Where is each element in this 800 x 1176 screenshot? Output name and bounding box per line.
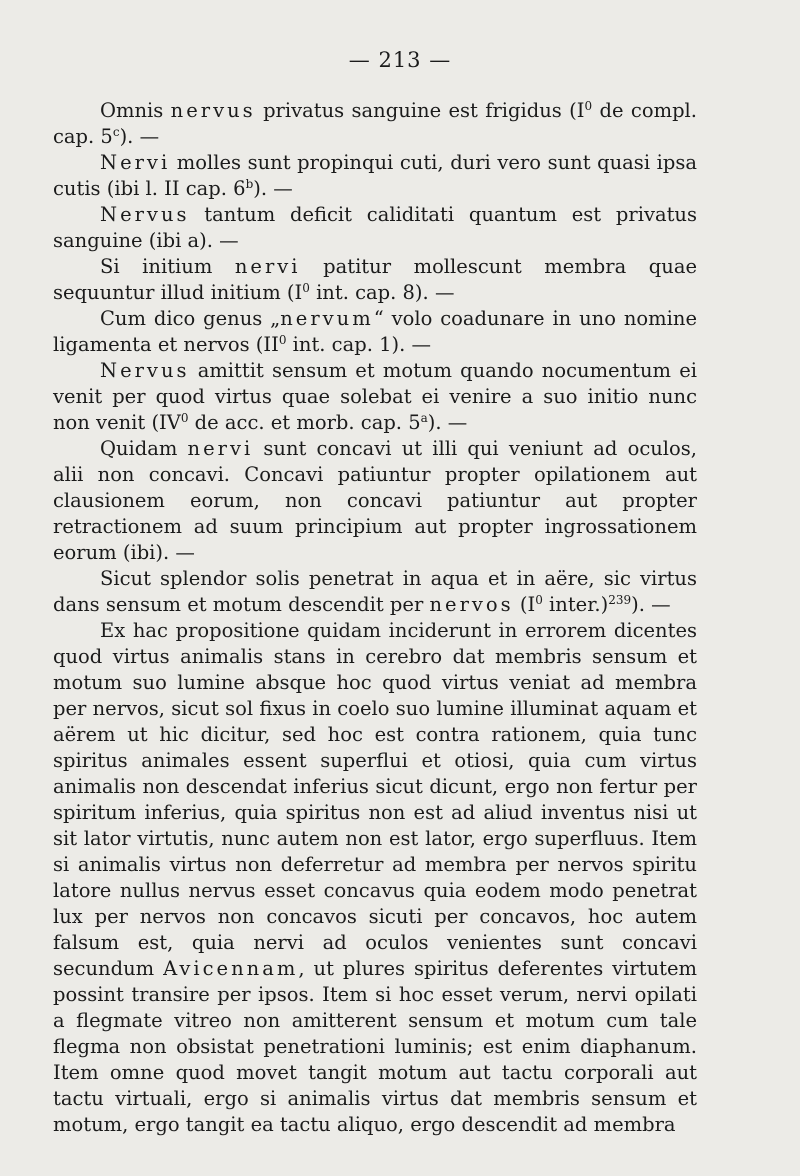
paragraph: Ex hac propositione quidam inciderunt in errorem dicentes quod virtus animalis stans in cerebro dat membris sensum et motum suo lumine absque hoc quod virtus veniat ad membra per nervos, sicut sol fixus in coelo suo lumine illuminat aquam et aërem ut hic dicitur, sed hoc est contra rationem, quia tunc spiritus animales essent superflui et otiosi, quia cum virtus animalis non descendat inferius sicut dicunt, ergo non fertur per spiritum inferius, quia spiritus non est ad aliud inventus nisi ut sit lator virtutis, nunc autem non est lator, ergo superfluus. Item si animalis virtus non deferretur ad membra per nervos spiritu latore nullus nervus esset concavus quia eodem modo penetrat lux per nervos non concavos sicuti per concavos, hoc autem falsum est, quia nervi ad oculos venientes sunt concavi secundum Avicennam, ut plures spiritus deferentes virtutem possint transire per ipsos. Item si hoc esset verum, nervi opilati a flegmate vitreo non amitterent sensum et motum cum tale flegma non obsistat penetrationi luminis; est enim diaphanum. Item omne quod movet tangit motum aut tactu corporali aut tactu virtuali, ergo si animalis virtus dat membris sensum et motum, ergo tangit ea tactu aliquo, ergo descendit ad membra bbox=[53, 619, 697, 1136]
superscript: 0 bbox=[302, 281, 310, 295]
spaced-term: Nervi bbox=[100, 151, 171, 174]
paragraph: Nervi molles sunt propinqui cuti, duri vero sunt quasi ipsa cutis (ibi l. II cap. 6$^b$). — bbox=[53, 151, 697, 200]
paragraph: Nervus tantum deficit caliditati quantum est privatus sanguine (ibi a). — bbox=[53, 203, 697, 252]
spaced-term: nervi bbox=[187, 437, 254, 460]
paragraph: Omnis nervus privatus sanguine est frigidus ($I^0$ de compl. cap. 5$^c$). — bbox=[53, 99, 697, 148]
spaced-term: Nervus bbox=[100, 203, 190, 226]
paragraph: Nervus amittit sensum et motum quando nocumentum ei venit per quod virtus quae solebat ei venire a suo initio nunc non venit ($IV^0$ de acc. et morb. cap. 5$^a$). — bbox=[53, 359, 697, 434]
superscript: b bbox=[245, 177, 254, 191]
paragraph: Cum dico genus „nervum“ volo coadunare in uno nomine ligamenta et nervos ($II^0$ int. cap. 1). — bbox=[53, 307, 697, 356]
superscript: 0 bbox=[180, 411, 189, 425]
superscript: 0 bbox=[584, 99, 593, 113]
superscript: 0 bbox=[278, 333, 287, 347]
superscript: 239 bbox=[608, 593, 632, 607]
spaced-term: Avicennam bbox=[163, 957, 299, 980]
superscript: 0 bbox=[535, 593, 543, 607]
spaced-term: nervus bbox=[170, 99, 256, 122]
paragraph: Sicut splendor solis penetrat in aqua et in aëre, sic virtus dans sensum et motum descendit per nervos ($I^0$ inter.)$^{239}$). — bbox=[53, 567, 697, 616]
spaced-term: nervi bbox=[234, 255, 301, 278]
paragraph: Quidam nervi sunt concavi ut illi qui veniunt ad oculos, alii non concavi. Concavi patiuntur propter opilationem aut clausionem eorum, non concavi patiuntur aut propter retractionem ad suum principium aut propter ingrossationem eorum (ibi). — bbox=[53, 437, 697, 564]
spaced-term: nervum bbox=[280, 307, 374, 330]
spaced-term: nervos bbox=[429, 593, 514, 616]
superscript: c bbox=[112, 125, 120, 139]
body-text bbox=[53, 98, 697, 1138]
page-number: — 213 — bbox=[348, 48, 452, 72]
paragraph: Si initium nervi patitur mollescunt membra quae sequuntur illud initium ($I^0$ int. cap. 8). — bbox=[53, 255, 697, 304]
superscript: a bbox=[420, 411, 428, 425]
spaced-term: Nervus bbox=[100, 359, 190, 382]
